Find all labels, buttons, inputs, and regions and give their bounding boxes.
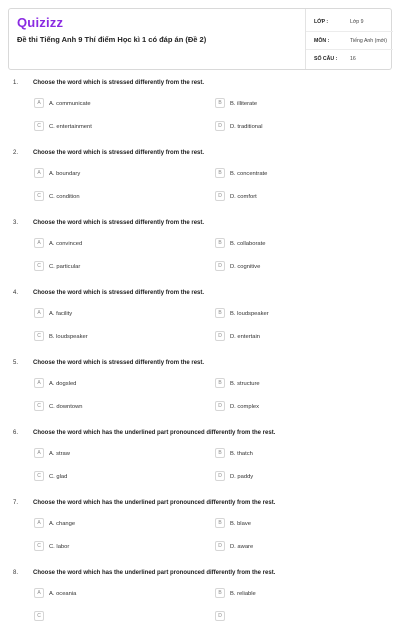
option-text: B. loudspeaker bbox=[230, 311, 269, 317]
option-text: A. dogsled bbox=[49, 381, 77, 387]
option-text: A. boundary bbox=[49, 171, 81, 177]
question-item bbox=[0, 70, 400, 140]
option-letter-box: B bbox=[215, 448, 225, 458]
option-letter-box: A bbox=[34, 588, 44, 598]
option-text: B. collaborate bbox=[230, 241, 266, 247]
meta-label: MÔN : bbox=[314, 38, 330, 44]
answer-option[interactable] bbox=[215, 168, 375, 180]
question-number: 5. bbox=[13, 360, 19, 366]
option-text: A. facility bbox=[49, 311, 73, 317]
answer-option[interactable] bbox=[215, 378, 375, 390]
answer-option[interactable] bbox=[34, 238, 194, 250]
option-letter-box: D bbox=[215, 261, 225, 271]
answer-option[interactable] bbox=[215, 611, 375, 623]
option-letter-box: D bbox=[215, 331, 225, 341]
answer-option[interactable] bbox=[215, 98, 375, 110]
option-letter-box: A bbox=[34, 168, 44, 178]
question-number: 8. bbox=[13, 570, 19, 576]
option-letter-box: C bbox=[34, 331, 44, 341]
option-letter-box: C bbox=[34, 401, 44, 411]
option-letter-box: C bbox=[34, 121, 44, 131]
answer-option[interactable] bbox=[215, 401, 375, 413]
meta-row-subject bbox=[306, 31, 393, 50]
meta-row-question-count bbox=[306, 49, 393, 68]
option-text: D. comfort bbox=[230, 194, 257, 200]
option-letter-box: A bbox=[34, 308, 44, 318]
option-text: D. complex bbox=[230, 404, 259, 410]
option-text: D. aware bbox=[230, 544, 254, 550]
option-text: C. downtown bbox=[49, 404, 83, 410]
question-item bbox=[0, 350, 400, 420]
question-number: 3. bbox=[13, 220, 19, 226]
option-letter-box: A bbox=[34, 378, 44, 388]
question-text: Choose the word which is stressed differently from the rest. bbox=[33, 290, 205, 296]
option-letter-box: B bbox=[215, 238, 225, 248]
option-text: B. structure bbox=[230, 381, 260, 387]
question-text: Choose the word which has the underlined part pronounced differently from the rest. bbox=[33, 430, 276, 436]
question-item bbox=[0, 140, 400, 210]
option-text: B. illiterate bbox=[230, 101, 258, 107]
question-list bbox=[0, 70, 400, 630]
option-text: B. reliable bbox=[230, 591, 256, 597]
question-text: Choose the word which is stressed differently from the rest. bbox=[33, 360, 205, 366]
option-letter-box: A bbox=[34, 518, 44, 528]
option-letter-box: D bbox=[215, 541, 225, 551]
answer-option[interactable] bbox=[215, 261, 375, 273]
answer-option[interactable] bbox=[34, 378, 194, 390]
option-letter-box: B bbox=[215, 308, 225, 318]
option-text: B. thatch bbox=[230, 451, 253, 457]
answer-option[interactable] bbox=[34, 261, 194, 273]
question-item bbox=[0, 560, 400, 630]
answer-option[interactable] bbox=[215, 471, 375, 483]
answer-option[interactable] bbox=[215, 541, 375, 553]
question-text: Choose the word which has the underlined part pronounced differently from the rest. bbox=[33, 570, 276, 576]
option-letter-box: A bbox=[34, 98, 44, 108]
answer-option[interactable] bbox=[215, 331, 375, 343]
answer-option[interactable] bbox=[34, 518, 194, 530]
answer-option[interactable] bbox=[215, 238, 375, 250]
answer-option[interactable] bbox=[34, 541, 194, 553]
question-text: Choose the word which is stressed differently from the rest. bbox=[33, 80, 205, 86]
option-text: A. change bbox=[49, 521, 76, 527]
question-text: Choose the word which has the underlined part pronounced differently from the rest. bbox=[33, 500, 276, 506]
option-text: B. loudspeaker bbox=[49, 334, 88, 340]
option-text: D. traditional bbox=[230, 124, 263, 130]
option-letter-box: B bbox=[215, 518, 225, 528]
question-text: Choose the word which is stressed differently from the rest. bbox=[33, 220, 205, 226]
option-text: A. oceania bbox=[49, 591, 77, 597]
meta-row-class bbox=[306, 13, 393, 31]
option-letter-box: D bbox=[215, 471, 225, 481]
option-letter-box: C bbox=[34, 261, 44, 271]
option-text: D. paddy bbox=[230, 474, 254, 480]
option-text: C. glad bbox=[49, 474, 68, 480]
answer-option[interactable] bbox=[215, 518, 375, 530]
option-letter-box: D bbox=[215, 191, 225, 201]
option-letter-box: A bbox=[34, 448, 44, 458]
meta-value: Tiếng Anh (mới) bbox=[350, 38, 387, 44]
option-text: C. labor bbox=[49, 544, 70, 550]
option-letter-box: B bbox=[215, 378, 225, 388]
answer-option[interactable] bbox=[34, 588, 194, 600]
answer-option[interactable] bbox=[34, 611, 194, 623]
question-number: 6. bbox=[13, 430, 19, 436]
option-letter-box: D bbox=[215, 121, 225, 131]
option-text: C. entertainment bbox=[49, 124, 92, 130]
option-letter-box: C bbox=[34, 191, 44, 201]
question-item bbox=[0, 490, 400, 560]
option-text: A. communicate bbox=[49, 101, 91, 107]
option-text: A. straw bbox=[49, 451, 70, 457]
question-number: 4. bbox=[13, 290, 19, 296]
worksheet-title: Đề thi Tiếng Anh 9 Thí điểm Học kì 1 có đáp án (Đề 2) bbox=[17, 35, 207, 44]
question-item bbox=[0, 420, 400, 490]
answer-option[interactable] bbox=[34, 401, 194, 413]
meta-value: Lớp 9 bbox=[350, 19, 364, 25]
question-number: 1. bbox=[13, 80, 19, 86]
answer-option[interactable] bbox=[215, 191, 375, 203]
answer-option[interactable] bbox=[34, 98, 194, 110]
option-letter-box: D bbox=[215, 401, 225, 411]
worksheet-header bbox=[8, 8, 392, 70]
answer-option[interactable] bbox=[215, 448, 375, 460]
question-text: Choose the word which is stressed differently from the rest. bbox=[33, 150, 205, 156]
option-text: B. blave bbox=[230, 521, 251, 527]
option-letter-box: D bbox=[215, 611, 225, 621]
option-text: C. particular bbox=[49, 264, 81, 270]
option-letter-box: B bbox=[215, 168, 225, 178]
option-text: D. cognitive bbox=[230, 264, 261, 270]
option-text: D. entertain bbox=[230, 334, 260, 340]
option-text: C. condition bbox=[49, 194, 80, 200]
meta-label: SỐ CÂU : bbox=[314, 56, 338, 62]
answer-option[interactable] bbox=[34, 331, 194, 343]
meta-value: 16 bbox=[350, 56, 356, 62]
option-letter-box: A bbox=[34, 238, 44, 248]
option-text: B. concentrate bbox=[230, 171, 268, 177]
answer-option[interactable] bbox=[215, 308, 375, 320]
answer-option[interactable] bbox=[34, 448, 194, 460]
question-number: 7. bbox=[13, 500, 19, 506]
option-letter-box: B bbox=[215, 588, 225, 598]
option-text: A. convinced bbox=[49, 241, 83, 247]
answer-option[interactable] bbox=[34, 471, 194, 483]
answer-option[interactable] bbox=[34, 308, 194, 320]
option-letter-box: B bbox=[215, 98, 225, 108]
option-letter-box: C bbox=[34, 611, 44, 621]
question-item bbox=[0, 210, 400, 280]
question-item bbox=[0, 280, 400, 350]
answer-option[interactable] bbox=[34, 191, 194, 203]
worksheet-meta bbox=[305, 9, 393, 69]
answer-option[interactable] bbox=[34, 121, 194, 133]
answer-option[interactable] bbox=[34, 168, 194, 180]
quizizz-logo: Quizizz bbox=[17, 15, 64, 30]
meta-label: LỚP : bbox=[314, 19, 329, 25]
option-letter-box: C bbox=[34, 541, 44, 551]
answer-option[interactable] bbox=[215, 588, 375, 600]
question-number: 2. bbox=[13, 150, 19, 156]
option-letter-box: C bbox=[34, 471, 44, 481]
answer-option[interactable] bbox=[215, 121, 375, 133]
